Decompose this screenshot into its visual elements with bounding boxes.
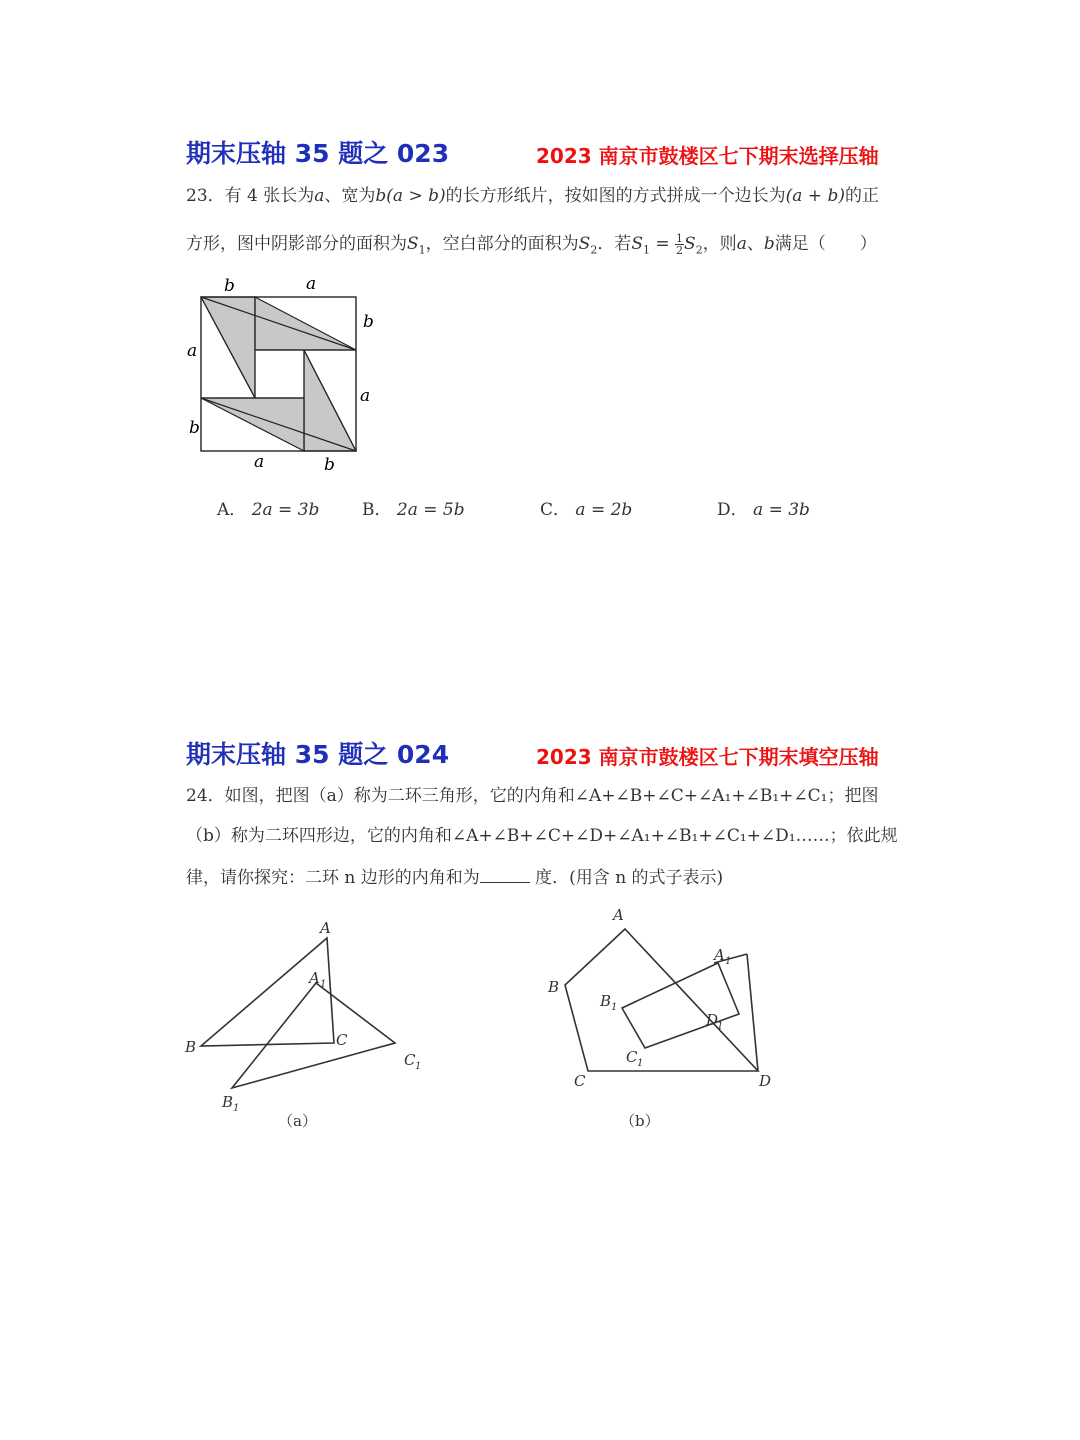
triangle-abc [201, 938, 334, 1046]
caption-b: （b） [620, 1112, 660, 1130]
shaded-triangle-bottom-left [201, 398, 304, 451]
q23-header-title: 期末压轴 35 题之 023 [186, 139, 450, 168]
quadrilateral-a1b1c1d1 [622, 963, 739, 1048]
q24-stem-line3: 律，请你探究：二环 n 边形的内角和为 度．(用含 n 的式子表示) [186, 868, 724, 888]
label-right-b: b [363, 312, 374, 332]
label-right-a: a [360, 386, 371, 406]
option-c[interactable]: C． a = 2b [540, 500, 633, 520]
q24-header-subtitle: 2023 南京市鼓楼区七下期末填空压轴 [536, 745, 879, 769]
q24-stem-line2: （b）称为二环四形边，它的内角和∠A+∠B+∠C+∠D+∠A₁+∠B₁+∠C₁+∠D₁……；依此规 [186, 826, 898, 846]
label-bottom-a: a [254, 452, 265, 472]
svg-text:1: 1 [611, 1002, 618, 1013]
svg-text:B: B [600, 992, 612, 1010]
q23-header-subtitle: 2023 南京市鼓楼区七下期末选择压轴 [536, 144, 879, 168]
label-left-a: a [187, 341, 198, 361]
fraction-one-half: $\frac{1}{2}$ [676, 232, 684, 257]
option-b[interactable]: B． 2a = 5b [362, 500, 465, 520]
svg-text:A: A [613, 906, 624, 924]
svg-text:1: 1 [637, 1058, 644, 1069]
svg-text:B: B [548, 978, 560, 996]
option-d[interactable]: D． a = 3b [717, 500, 810, 520]
caption-a: （a） [278, 1112, 317, 1130]
q23-stem-line2: 方形，图中阴影部分的面积为$S_1$，空白部分的面积为$S_2$．若$S_1$ = $\frac{1}{2}$ $S_2$，则a、b满足（ ） [186, 232, 877, 257]
q24-stem-line1: 24．如图，把图（a）称为二环三角形，它的内角和∠A+∠B+∠C+∠A₁+∠B₁+∠C₁；把图 [186, 786, 879, 806]
svg-text:1: 1 [233, 1103, 240, 1114]
svg-text:1: 1 [725, 956, 732, 967]
q23-stem-line1: 23．有 4 张长为a、宽为b(a > b)的长方形纸片，按如图的方式拼成一个边长为(a + b)的正 [186, 186, 879, 206]
svg-text:C: C [404, 1051, 416, 1069]
figure-b-two-ring-quadrilateral [540, 900, 800, 1135]
quadrilateral-abcd [565, 929, 758, 1071]
svg-text:C: C [574, 1072, 586, 1090]
svg-text:C: C [336, 1031, 348, 1049]
figure-a-two-ring-triangle [180, 915, 440, 1135]
q24-header-title: 期末压轴 35 题之 024 [186, 740, 450, 769]
svg-text:1: 1 [717, 1021, 724, 1032]
svg-text:D: D [706, 1011, 719, 1029]
svg-text:D: D [759, 1072, 772, 1090]
label-top-a: a [306, 274, 317, 294]
svg-text:A: A [714, 946, 725, 964]
svg-text:A: A [320, 919, 331, 937]
label-left-b: b [189, 418, 200, 438]
svg-text:B: B [185, 1038, 197, 1056]
svg-text:A: A [309, 969, 320, 987]
label-bottom-b: b [324, 455, 335, 475]
label-top-b: b [224, 276, 235, 296]
svg-text:1: 1 [415, 1061, 422, 1072]
answer-blank[interactable] [480, 868, 530, 883]
svg-text:1: 1 [320, 979, 327, 990]
svg-text:C: C [626, 1048, 638, 1066]
option-a[interactable]: A． 2a = 3b [217, 500, 320, 520]
shaded-triangle-top-right [255, 297, 356, 350]
svg-text:B: B [222, 1093, 234, 1111]
q23-square-figure [180, 270, 380, 480]
